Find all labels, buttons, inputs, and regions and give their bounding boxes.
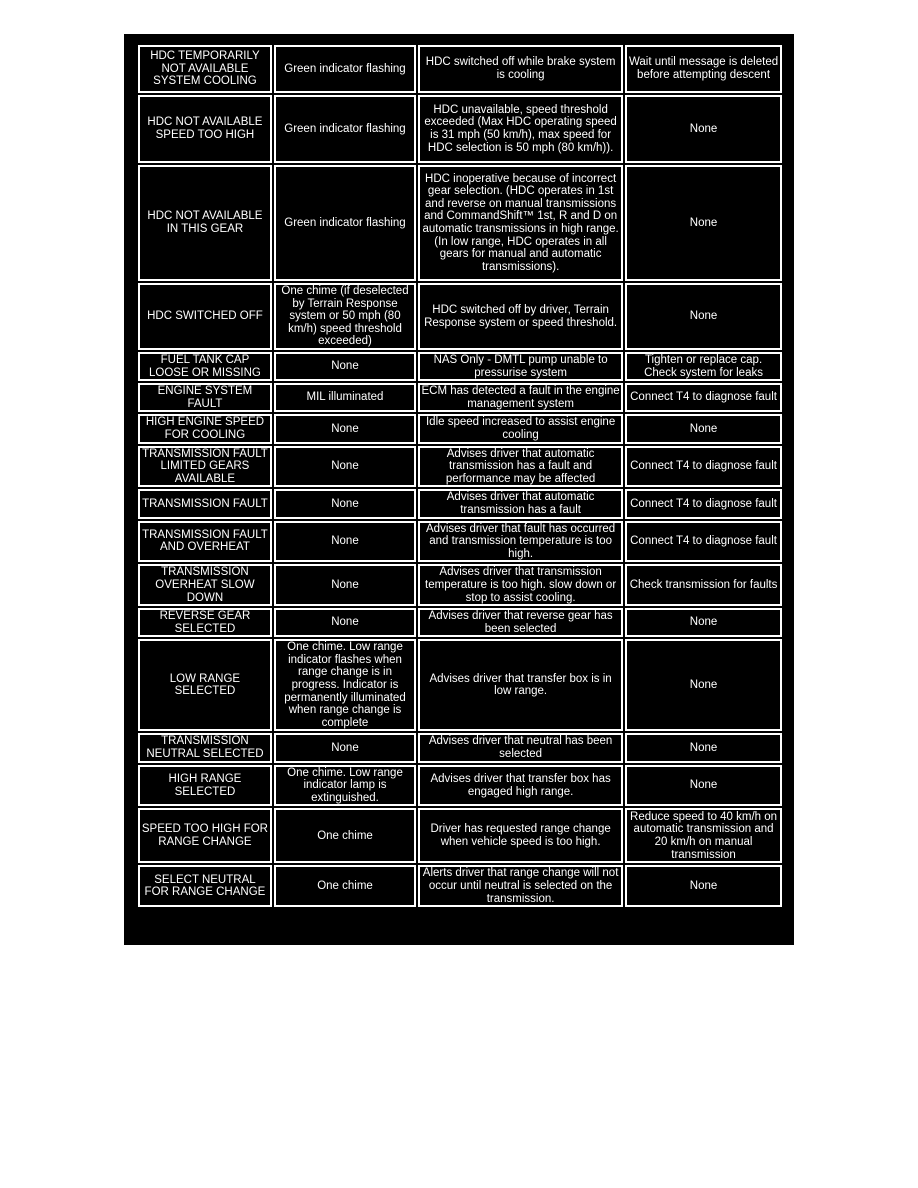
action-cell: Connect T4 to diagnose fault (625, 521, 782, 563)
table-row (138, 283, 782, 350)
message-cell: TRANSMISSION OVERHEAT SLOW DOWN (138, 564, 272, 606)
action-cell: Connect T4 to diagnose fault (625, 489, 782, 518)
indicator-cell: One chime (274, 808, 416, 863)
action-cell: Reduce speed to 40 km/h on automatic transmission and 20 km/h on manual transmission (625, 808, 782, 863)
action-cell: Connect T4 to diagnose fault (625, 383, 782, 412)
indicator-cell: Green indicator flashing (274, 165, 416, 281)
description-cell: Advises driver that transfer box is in low range. (418, 639, 623, 731)
message-cell: TRANSMISSION FAULT (138, 489, 272, 518)
message-cell: REVERSE GEAR SELECTED (138, 608, 272, 637)
message-cell: ENGINE SYSTEM FAULT (138, 383, 272, 412)
action-cell: Check transmission for faults (625, 564, 782, 606)
indicator-cell: None (274, 733, 416, 762)
table-row (138, 865, 782, 907)
table-row (138, 414, 782, 443)
message-cell: SPEED TOO HIGH FOR RANGE CHANGE (138, 808, 272, 863)
message-cell: HIGH ENGINE SPEED FOR COOLING (138, 414, 272, 443)
description-cell: Advises driver that transmission temperature is too high. slow down or stop to assist cooling. (418, 564, 623, 606)
message-cell: TRANSMISSION FAULT AND OVERHEAT (138, 521, 272, 563)
description-cell: Driver has requested range change when vehicle speed is too high. (418, 808, 623, 863)
message-cell: FUEL TANK CAP LOOSE OR MISSING (138, 352, 272, 381)
description-cell: Advises driver that automatic transmission has a fault (418, 489, 623, 518)
table-row (138, 45, 782, 93)
action-cell: None (625, 283, 782, 350)
indicator-cell: None (274, 352, 416, 381)
indicator-cell: None (274, 608, 416, 637)
table-row (138, 165, 782, 281)
message-cell: LOW RANGE SELECTED (138, 639, 272, 731)
description-cell: NAS Only - DMTL pump unable to pressurise system (418, 352, 623, 381)
message-table (136, 43, 784, 909)
table-row (138, 808, 782, 863)
description-cell: Advises driver that transfer box has engaged high range. (418, 765, 623, 807)
description-cell: Advises driver that automatic transmission has a fault and performance may be affected (418, 446, 623, 488)
table-row (138, 352, 782, 381)
table-row (138, 564, 782, 606)
message-cell: HDC TEMPORARILY NOT AVAILABLE SYSTEM COOLING (138, 45, 272, 93)
action-cell: None (625, 865, 782, 907)
action-cell: None (625, 414, 782, 443)
indicator-cell: One chime. Low range indicator lamp is extinguished. (274, 765, 416, 807)
indicator-cell: None (274, 489, 416, 518)
description-cell: Advises driver that neutral has been selected (418, 733, 623, 762)
description-cell: Advises driver that reverse gear has been selected (418, 608, 623, 637)
description-cell: Idle speed increased to assist engine cooling (418, 414, 623, 443)
table-row (138, 639, 782, 731)
action-cell: None (625, 765, 782, 807)
message-cell: TRANSMISSION FAULT LIMITED GEARS AVAILABLE (138, 446, 272, 488)
table-row (138, 765, 782, 807)
action-cell: Wait until message is deleted before attempting descent (625, 45, 782, 93)
message-cell: SELECT NEUTRAL FOR RANGE CHANGE (138, 865, 272, 907)
description-cell: Advises driver that fault has occurred and transmission temperature is too high. (418, 521, 623, 563)
message-cell: HIGH RANGE SELECTED (138, 765, 272, 807)
action-cell: None (625, 165, 782, 281)
indicator-cell: One chime (274, 865, 416, 907)
description-cell: HDC switched off by driver, Terrain Response system or speed threshold. (418, 283, 623, 350)
message-cell: HDC NOT AVAILABLE IN THIS GEAR (138, 165, 272, 281)
indicator-cell: MIL illuminated (274, 383, 416, 412)
table-row (138, 446, 782, 488)
action-cell: None (625, 95, 782, 163)
indicator-cell: Green indicator flashing (274, 95, 416, 163)
indicator-cell: One chime (if deselected by Terrain Response system or 50 mph (80 km/h) speed threshold exceeded) (274, 283, 416, 350)
description-cell: Alerts driver that range change will not occur until neutral is selected on the transmission. (418, 865, 623, 907)
indicator-cell: One chime. Low range indicator flashes when range change is in progress. Indicator is permanently illuminated when range change is complete (274, 639, 416, 731)
description-cell: HDC switched off while brake system is cooling (418, 45, 623, 93)
table-row (138, 383, 782, 412)
message-cell: TRANSMISSION NEUTRAL SELECTED (138, 733, 272, 762)
description-cell: ECM has detected a fault in the engine management system (418, 383, 623, 412)
message-cell: HDC SWITCHED OFF (138, 283, 272, 350)
description-cell: HDC unavailable, speed threshold exceeded (Max HDC operating speed is 31 mph (50 km/h), max speed for HDC selection is 50 mph (80 km/h)). (418, 95, 623, 163)
message-cell: HDC NOT AVAILABLE SPEED TOO HIGH (138, 95, 272, 163)
action-cell: None (625, 733, 782, 762)
indicator-cell: None (274, 414, 416, 443)
table-row (138, 489, 782, 518)
indicator-cell: Green indicator flashing (274, 45, 416, 93)
description-cell: HDC inoperative because of incorrect gear selection. (HDC operates in 1st and reverse on manual transmissions and CommandShift™ 1st, R and D on automatic transmissions in high range. (In low range, HDC operates in all gears for manual and automatic transmissions). (418, 165, 623, 281)
action-cell: Connect T4 to diagnose fault (625, 446, 782, 488)
indicator-cell: None (274, 521, 416, 563)
table-row (138, 95, 782, 163)
table-row (138, 521, 782, 563)
message-table-panel (124, 34, 794, 945)
table-row (138, 733, 782, 762)
indicator-cell: None (274, 564, 416, 606)
action-cell: None (625, 608, 782, 637)
action-cell: Tighten or replace cap. Check system for leaks (625, 352, 782, 381)
indicator-cell: None (274, 446, 416, 488)
action-cell: None (625, 639, 782, 731)
table-row (138, 608, 782, 637)
